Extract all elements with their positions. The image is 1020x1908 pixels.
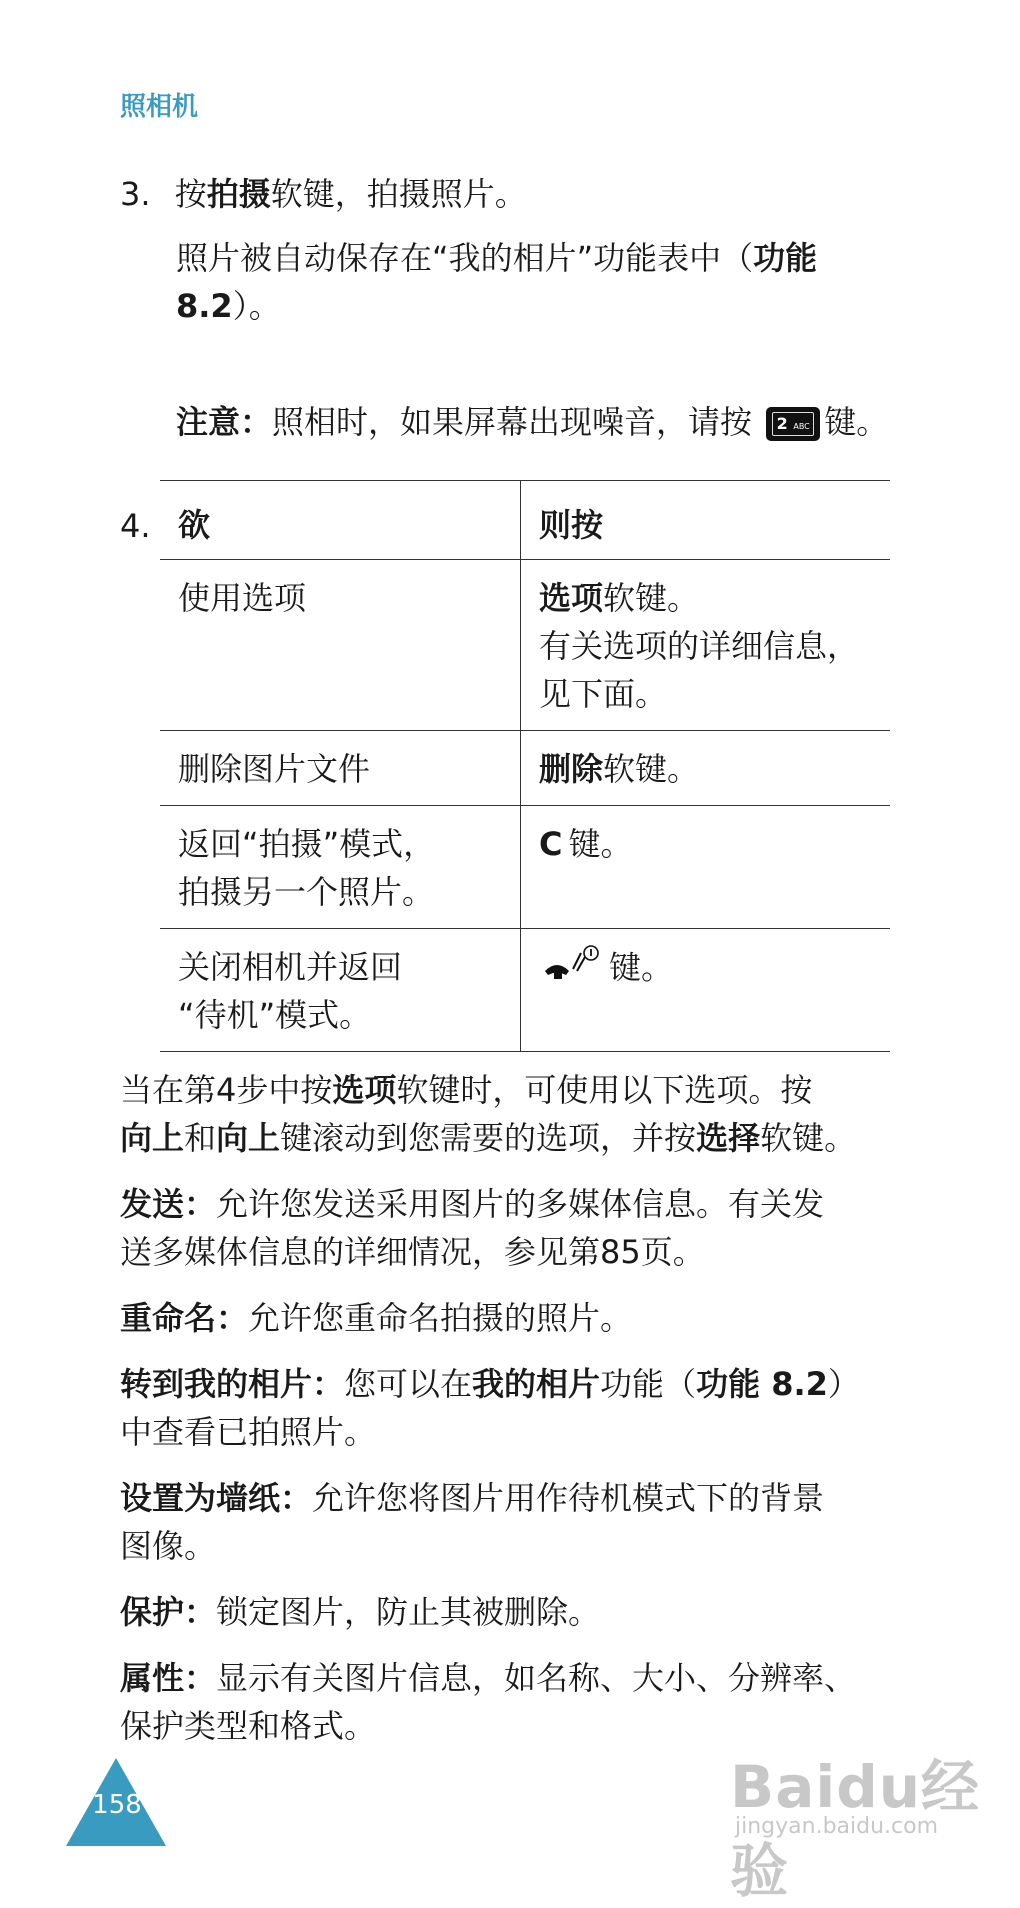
step3-para-pre: 照片被自动保存在“我的相片”功能表中（ — [176, 239, 754, 277]
option-set-wallpaper — [120, 1474, 920, 1570]
option-label: 保护： — [120, 1593, 217, 1631]
row-key-rest: 软键。 — [603, 579, 700, 617]
intro-text: 和 — [184, 1119, 217, 1157]
key-2-icon — [766, 407, 820, 441]
row-action — [160, 806, 521, 929]
intro-paragraph — [120, 1066, 920, 1162]
option-properties — [120, 1654, 920, 1750]
row-action — [160, 731, 521, 806]
key-2-sub: ABC — [793, 422, 810, 431]
option-text: 图像。 — [120, 1527, 217, 1565]
table-row — [160, 731, 890, 806]
option-text: 功能（ — [600, 1365, 697, 1403]
options-table — [160, 480, 890, 1052]
page-number: 158 — [92, 1790, 142, 1820]
end-power-key-icon — [539, 943, 599, 996]
step3-pre: 按 — [174, 175, 207, 213]
row-key-bold: 选项 — [539, 579, 604, 617]
option-goto-photos — [120, 1360, 920, 1456]
option-label: 设置为墙纸： — [120, 1479, 313, 1517]
option-bold: 功能 8.2 — [696, 1365, 828, 1403]
option-text: 允许您重命名拍摄的照片。 — [248, 1299, 633, 1337]
intro-text: 软键时，可使用以下选项。按 — [396, 1071, 813, 1109]
option-text: 您可以在 — [344, 1365, 473, 1403]
option-text: 锁定图片，防止其被删除。 — [216, 1593, 601, 1631]
row-action-line: “待机”模式。 — [178, 996, 372, 1034]
row-key-rest: 键。 — [609, 948, 674, 987]
option-label: 发送： — [120, 1185, 217, 1223]
row-key — [521, 929, 891, 1052]
row-action-line: 返回“拍摄”模式， — [178, 825, 436, 863]
option-bold: 我的相片 — [472, 1365, 601, 1403]
intro-bold: 向上 — [216, 1119, 281, 1157]
row-key — [521, 731, 891, 806]
note-label: 注意： — [176, 403, 273, 441]
col-header-press: 则按 — [521, 481, 891, 560]
intro-bold: 选择 — [696, 1119, 761, 1157]
table-row — [160, 929, 890, 1052]
option-text: 中查看已拍照片。 — [120, 1413, 377, 1451]
row-action-line: 拍摄另一个照片。 — [178, 873, 435, 911]
option-text: ） — [827, 1365, 860, 1403]
row-action — [160, 929, 521, 1052]
step3-para-post: ）。 — [232, 287, 281, 325]
table-header-row — [160, 481, 890, 560]
intro-text: 当在第4步中按 — [120, 1071, 333, 1109]
table-row — [160, 560, 890, 731]
option-text: 允许您将图片用作待机模式下的背景 — [312, 1479, 825, 1517]
note-text: 照相时，如果屏幕出现噪音，请按 — [272, 403, 753, 441]
intro-bold: 选项 — [332, 1071, 397, 1109]
key-2-label: 2 — [776, 414, 788, 433]
row-key — [521, 560, 891, 731]
row-key-bold: C — [539, 825, 563, 863]
option-text: 送多媒体信息的详细情况，参见第85页。 — [120, 1233, 705, 1271]
row-key-line: 见下面。 — [539, 675, 668, 713]
step3-paragraph — [176, 234, 896, 330]
option-send — [120, 1180, 920, 1276]
row-action-line: 使用选项 — [178, 579, 307, 617]
baidu-watermark-logo: Baidu经验 — [730, 1753, 981, 1905]
option-text: 允许您发送采用图片的多媒体信息。有关发 — [216, 1185, 825, 1223]
col-header-want: 欲 — [160, 481, 521, 560]
step4-number: 4. — [120, 507, 151, 545]
option-text: 显示有关图片信息，如名称、大小、分辨率、 — [216, 1659, 857, 1697]
option-protect — [120, 1588, 920, 1636]
option-label: 重命名： — [120, 1299, 249, 1337]
intro-bold: 向上 — [120, 1119, 185, 1157]
step3-note — [176, 398, 888, 446]
step3-bold: 拍摄 — [206, 175, 271, 213]
watermark-url: jingyan.baidu.com — [735, 1814, 939, 1839]
step3-number: 3. — [120, 175, 151, 213]
note-after: 键。 — [824, 403, 889, 441]
step3-line — [120, 170, 527, 218]
step3-para-bold: 功能 8.2 — [176, 239, 818, 325]
intro-text: 键滚动到您需要的选项，并按 — [280, 1119, 697, 1157]
intro-text: 软键。 — [760, 1119, 857, 1157]
option-text: 保护类型和格式。 — [120, 1707, 377, 1745]
row-key — [521, 806, 891, 929]
section-title: 照相机 — [120, 92, 199, 122]
row-action — [160, 560, 521, 731]
row-action-line: 关闭相机并返回 — [178, 948, 403, 986]
option-rename — [120, 1294, 920, 1342]
row-action-line: 删除图片文件 — [178, 750, 371, 788]
option-label: 属性： — [120, 1659, 217, 1697]
row-key-line: 有关选项的详细信息， — [539, 627, 860, 665]
table-row — [160, 806, 890, 929]
row-key-bold: 删除 — [539, 750, 604, 788]
row-key-rest: 软键。 — [603, 750, 700, 788]
step3-post: 软键，拍摄照片。 — [270, 175, 527, 213]
row-key-rest: 键。 — [568, 825, 633, 863]
option-label: 转到我的相片： — [120, 1365, 345, 1403]
